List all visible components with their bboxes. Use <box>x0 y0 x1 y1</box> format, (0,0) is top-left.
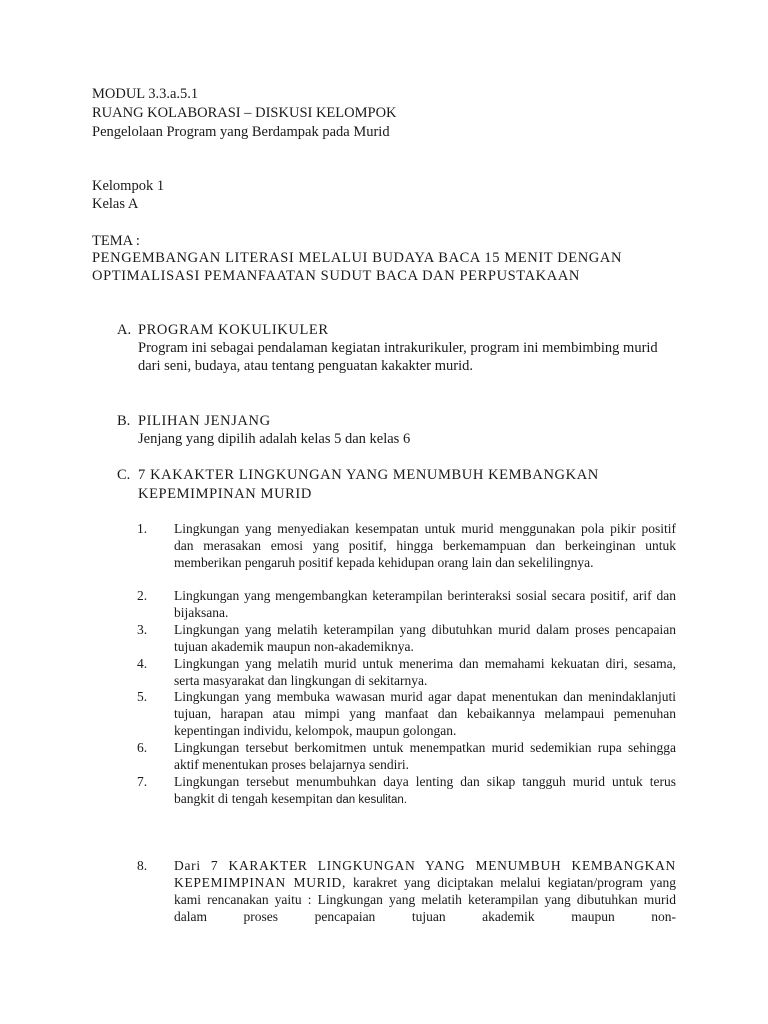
list-item-8-rest: karakret yang diciptakan melalui kegiatan/program yang kami rencanakan yaitu : Lingkungan yang melatih keterampilan yang dibutuhkan murid dalam proses pencapaian tujuan akademik maupun non- <box>174 875 677 924</box>
subject-title: Pengelolaan Program yang Berdampak pada Murid <box>92 124 390 140</box>
section-c-title-line-1: 7 KAKAKTER LINGKUNGAN YANG MENUMBUH KEMBANGKAN <box>138 467 599 483</box>
section-a-letter: A. <box>117 322 132 338</box>
list-item-number: 8. <box>137 858 148 873</box>
section-c-letter: C. <box>117 467 131 483</box>
list-item: Lingkungan tersebut berkomitmen untuk menempatkan murid sedemikian rupa sehingga aktif menentukan proses belajarnya sendiri. <box>174 740 676 772</box>
list-item-number: 4. <box>137 656 148 671</box>
list-item-tail: dan kesulitan. <box>335 794 407 806</box>
section-a-title: PROGRAM KOKULIKULER <box>138 322 329 338</box>
section-b-letter: B. <box>117 413 131 429</box>
list-item: Lingkungan yang melatih murid untuk menerima dan memahami kekuatan diri, sesama, serta masyarakat dan lingkungan di sekitarnya. <box>174 656 676 688</box>
list-item-number: 5. <box>137 689 148 704</box>
list-item-text: Lingkungan tersebut menumbuhkan daya lenting dan sikap tangguh murid untuk terus bangkit di tengah kesempitan <box>174 774 676 806</box>
section-b-title: PILIHAN JENJANG <box>138 413 271 429</box>
list-item: Lingkungan yang membuka wawasan murid agar dapat menentukan dan menindaklanjuti tujuan, harapan atau mimpi yang manfaat dan kebaikannya melampaui pemenuhan kepentingan individu, kelompok, maupun golongan. <box>174 689 676 738</box>
section-a-body: Program ini sebagai pendalaman kegiatan intrakurikuler, program ini membimbing murid dari seni, budaya, atau tentang penguatan kakakter murid. <box>138 340 658 374</box>
theme-line-2: OPTIMALISASI PEMANFAATAN SUDUT BACA DAN PERPUSTAKAAN <box>92 268 580 284</box>
theme-label: TEMA : <box>92 233 140 249</box>
group-name: Kelompok 1 <box>92 178 165 194</box>
list-item: Lingkungan yang menyediakan kesempatan untuk murid menggunakan pola pikir positif dan merasakan emosi yang positif, hingga berkemampuan dan berkeinginan untuk memberikan pengaruh positif kepada kehidupan orang lain dan sekelilingnya. <box>174 521 676 570</box>
section-c-title-line-2: KEPEMIMPINAN MURID <box>138 486 312 502</box>
list-item-number: 3. <box>137 622 148 637</box>
list-item-number: 2. <box>137 588 148 603</box>
list-item-number: 7. <box>137 774 148 789</box>
list-item: Lingkungan yang mengembangkan keterampilan berinteraksi sosial secara positif, arif dan bijaksana. <box>174 588 676 620</box>
list-item: Lingkungan yang melatih keterampilan yang dibutuhkan murid dalam proses pencapaian tujuan akademik maupun non-akademiknya. <box>174 622 676 654</box>
list-item-number: 6. <box>137 740 148 755</box>
list-item-8 <box>174 857 676 925</box>
class-name: Kelas A <box>92 196 139 212</box>
room-title: RUANG KOLABORASI – DISKUSI KELOMPOK <box>92 105 397 121</box>
list-item-8-caps: Dari 7 KARAKTER LINGKUNGAN YANG MENUMBUH KEMBANGKAN KEPEMIMPINAN MURID, <box>174 858 676 890</box>
list-item <box>174 773 676 809</box>
theme-line-1: PENGEMBANGAN LITERASI MELALUI BUDAYA BACA 15 MENIT DENGAN <box>92 250 623 266</box>
section-b-body: Jenjang yang dipilih adalah kelas 5 dan kelas 6 <box>138 431 411 447</box>
module-code: MODUL 3.3.a.5.1 <box>92 86 199 102</box>
list-item-number: 1. <box>137 521 148 536</box>
